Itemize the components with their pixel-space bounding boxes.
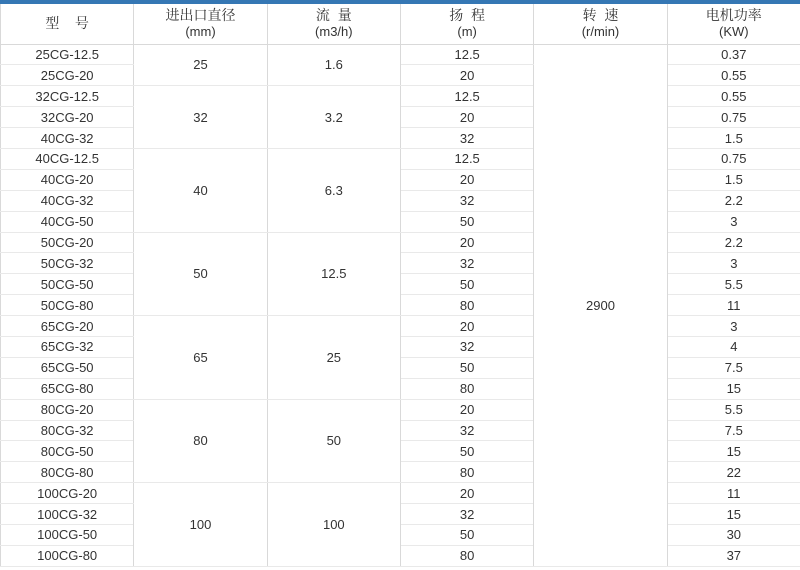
header-head-label: 扬 程 — [449, 7, 486, 24]
cell-power: 7.5 — [667, 420, 800, 441]
table-row — [1, 316, 800, 337]
table-row — [1, 483, 800, 504]
cell-power: 5.5 — [667, 399, 800, 420]
table-row — [1, 253, 800, 274]
table-row — [1, 295, 800, 316]
cell-head: 32 — [400, 420, 533, 441]
cell-power: 3 — [667, 253, 800, 274]
header-speed — [534, 4, 667, 44]
table-row — [1, 65, 800, 86]
header-head-unit: (m) — [457, 24, 477, 40]
cell-diameter: 40 — [134, 148, 267, 232]
cell-model: 40CG-50 — [1, 211, 134, 232]
cell-model: 65CG-80 — [1, 378, 134, 399]
cell-flow: 3.2 — [267, 86, 400, 149]
header-row — [1, 4, 800, 44]
cell-power: 1.5 — [667, 169, 800, 190]
table-row — [1, 378, 800, 399]
header-flow-unit: (m3/h) — [315, 24, 353, 40]
cell-power: 1.5 — [667, 128, 800, 149]
cell-diameter: 32 — [134, 86, 267, 149]
cell-head: 80 — [400, 462, 533, 483]
cell-power: 15 — [667, 441, 800, 462]
cell-power: 0.75 — [667, 107, 800, 128]
cell-power: 3 — [667, 211, 800, 232]
cell-head: 32 — [400, 504, 533, 525]
table-row — [1, 148, 800, 169]
cell-head: 50 — [400, 357, 533, 378]
cell-model: 40CG-32 — [1, 128, 134, 149]
table-row — [1, 504, 800, 525]
cell-head: 20 — [400, 232, 533, 253]
cell-power: 4 — [667, 336, 800, 357]
cell-power: 7.5 — [667, 357, 800, 378]
cell-model: 80CG-32 — [1, 420, 134, 441]
cell-model: 80CG-50 — [1, 441, 134, 462]
header-flow-label: 流 量 — [315, 7, 352, 24]
cell-power: 3 — [667, 316, 800, 337]
cell-model: 25CG-12.5 — [1, 44, 134, 65]
cell-flow: 1.6 — [267, 44, 400, 86]
cell-head: 32 — [400, 336, 533, 357]
cell-diameter: 80 — [134, 399, 267, 483]
cell-model: 80CG-20 — [1, 399, 134, 420]
header-power-label: 电机功率 — [705, 7, 762, 24]
cell-diameter: 65 — [134, 316, 267, 400]
cell-power: 30 — [667, 524, 800, 545]
header-model — [1, 4, 134, 44]
cell-power: 0.55 — [667, 65, 800, 86]
cell-model: 40CG-32 — [1, 190, 134, 211]
cell-flow: 50 — [267, 399, 400, 483]
table-row — [1, 190, 800, 211]
cell-power: 37 — [667, 545, 800, 566]
table-row — [1, 86, 800, 107]
cell-model: 65CG-50 — [1, 357, 134, 378]
cell-head: 20 — [400, 483, 533, 504]
table-row — [1, 211, 800, 232]
header-model-label: 型 号 — [45, 15, 89, 32]
cell-speed: 2900 — [534, 44, 667, 566]
table-row — [1, 462, 800, 483]
table-row — [1, 545, 800, 566]
cell-model: 50CG-20 — [1, 232, 134, 253]
header-head — [400, 4, 533, 44]
cell-diameter: 50 — [134, 232, 267, 316]
cell-head: 50 — [400, 211, 533, 232]
table-row — [1, 524, 800, 545]
cell-power: 0.55 — [667, 86, 800, 107]
cell-power: 0.37 — [667, 44, 800, 65]
cell-diameter: 100 — [134, 483, 267, 567]
cell-model: 50CG-80 — [1, 295, 134, 316]
cell-head: 20 — [400, 107, 533, 128]
cell-model: 100CG-80 — [1, 545, 134, 566]
cell-head: 50 — [400, 524, 533, 545]
table-row — [1, 44, 800, 65]
table-row — [1, 357, 800, 378]
cell-head: 12.5 — [400, 44, 533, 65]
cell-head: 12.5 — [400, 148, 533, 169]
cell-power: 15 — [667, 378, 800, 399]
cell-head: 12.5 — [400, 86, 533, 107]
cell-head: 20 — [400, 65, 533, 86]
cell-flow: 100 — [267, 483, 400, 567]
cell-model: 32CG-12.5 — [1, 86, 134, 107]
header-diameter-unit: (mm) — [185, 24, 216, 40]
pump-spec-table — [0, 4, 800, 567]
table-row — [1, 274, 800, 295]
cell-power: 11 — [667, 483, 800, 504]
cell-head: 80 — [400, 295, 533, 316]
cell-flow: 25 — [267, 316, 400, 400]
cell-head: 50 — [400, 441, 533, 462]
table-row — [1, 399, 800, 420]
table-row — [1, 420, 800, 441]
cell-model: 100CG-32 — [1, 504, 134, 525]
header-diameter-label: 进出口直径 — [165, 7, 236, 24]
cell-power: 22 — [667, 462, 800, 483]
cell-model: 50CG-50 — [1, 274, 134, 295]
cell-diameter: 25 — [134, 44, 267, 86]
table-row — [1, 169, 800, 190]
cell-head: 80 — [400, 545, 533, 566]
cell-power: 5.5 — [667, 274, 800, 295]
cell-head: 20 — [400, 399, 533, 420]
cell-model: 100CG-50 — [1, 524, 134, 545]
cell-head: 20 — [400, 316, 533, 337]
header-diameter — [134, 4, 267, 44]
table-row — [1, 128, 800, 149]
header-power-unit: (KW) — [719, 24, 749, 40]
cell-model: 65CG-20 — [1, 316, 134, 337]
cell-model: 80CG-80 — [1, 462, 134, 483]
cell-power: 2.2 — [667, 190, 800, 211]
cell-model: 25CG-20 — [1, 65, 134, 86]
cell-power: 11 — [667, 295, 800, 316]
header-flow — [267, 4, 400, 44]
cell-power: 0.75 — [667, 148, 800, 169]
cell-head: 80 — [400, 378, 533, 399]
cell-model: 50CG-32 — [1, 253, 134, 274]
cell-model: 40CG-20 — [1, 169, 134, 190]
header-power — [667, 4, 800, 44]
cell-flow: 12.5 — [267, 232, 400, 316]
cell-head: 20 — [400, 169, 533, 190]
header-speed-unit: (r/min) — [581, 24, 620, 40]
cell-model: 32CG-20 — [1, 107, 134, 128]
table-row — [1, 336, 800, 357]
cell-power: 15 — [667, 504, 800, 525]
cell-model: 65CG-32 — [1, 336, 134, 357]
cell-model: 100CG-20 — [1, 483, 134, 504]
cell-head: 32 — [400, 128, 533, 149]
table-row — [1, 232, 800, 253]
table-header — [1, 4, 800, 44]
header-speed-label: 转 速 — [582, 7, 619, 24]
table-row — [1, 441, 800, 462]
cell-head: 32 — [400, 190, 533, 211]
table-row — [1, 107, 800, 128]
cell-head: 32 — [400, 253, 533, 274]
cell-model: 40CG-12.5 — [1, 148, 134, 169]
cell-flow: 6.3 — [267, 148, 400, 232]
table-body — [1, 44, 800, 566]
cell-power: 2.2 — [667, 232, 800, 253]
cell-head: 50 — [400, 274, 533, 295]
